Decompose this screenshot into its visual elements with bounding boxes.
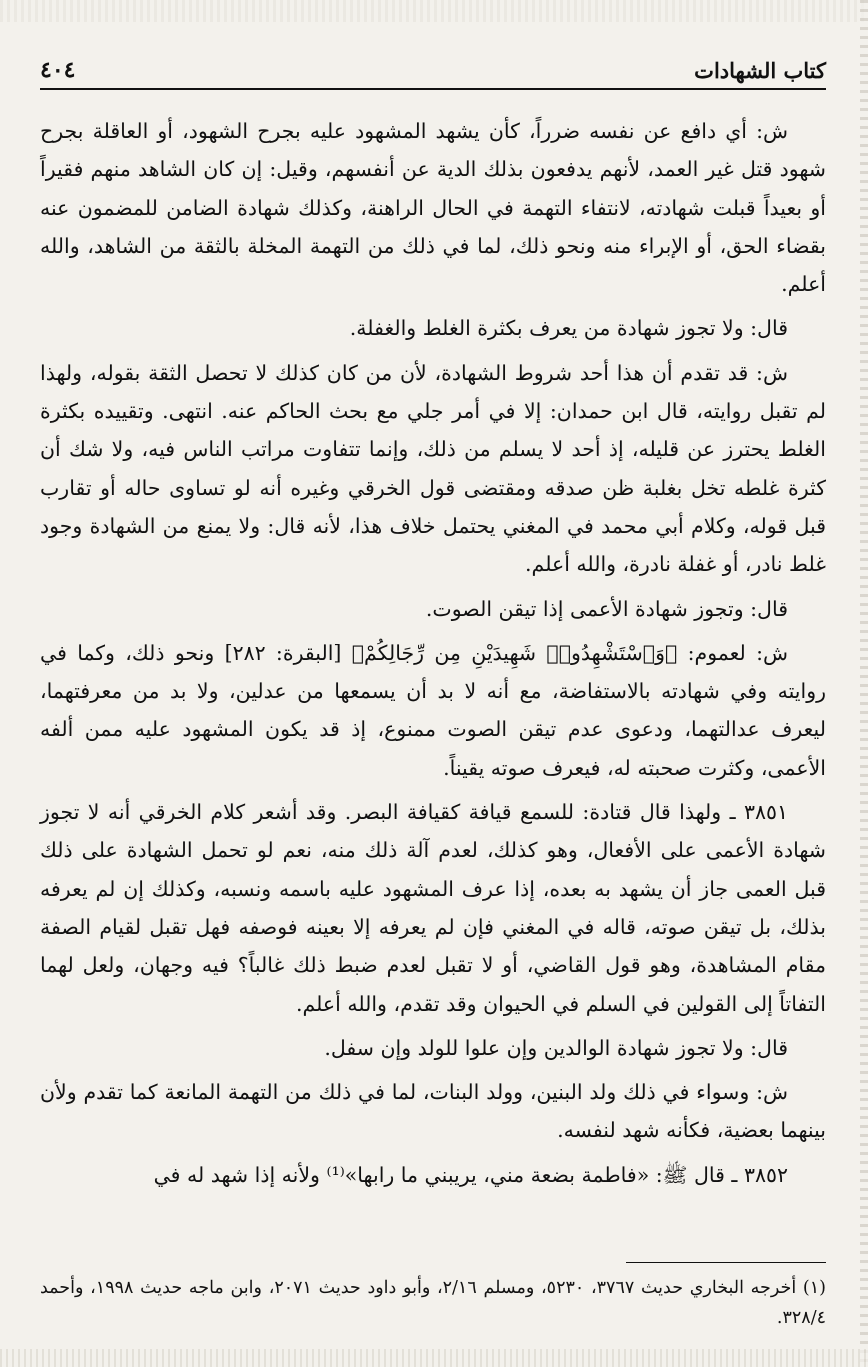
footnote-divider [626,1262,826,1263]
paragraph: ش: وسواء في ذلك ولد البنين، وولد البنات، لما في ذلك من التهمة المانعة كما تقدم ولأن بينهما بعضية، فكأنه شهد لنفسه. [40,1080,826,1143]
paragraph: قال: وتجوز شهادة الأعمى إذا تيقن الصوت. [425,596,788,621]
paragraph: ٣٨٥٢ ـ قال ﷺ: «فاطمة بضعة مني، يريبني ما رابها»⁽¹⁾ ولأنه إذا شهد له في [153,1162,788,1187]
running-header [40,52,826,90]
paragraph: ش: لعموم: ﴿وَٱسْتَشْهِدُوا۟ شَهِيدَيْنِ مِن رِّجَالِكُمْ﴾ [البقرة: ٢٨٢] ونحو ذلك، وكما في روايته وفي شهادته بالاستفاضة، مع أنه لا بد أن يسمعها من عدلين، ولا بد من معرفتهما، ليعرف عدالتهما، ودعوى عدم تيقن الصوت ممنوع، إذ قد يكون المشهود عليه ممن ألفه الأعمى، وكثرت صحبته له، فيعرف صوته يقيناً. [40,640,826,780]
page-edge-top [0,0,868,22]
footnotes [40,1262,826,1333]
page-edge-bottom [0,1349,868,1367]
footnote: (١) أخرجه البخاري حديث ٣٧٦٧، ٥٢٣٠، ومسلم ٢/١٦، وأبو داود حديث ٢٠٧١، وابن ماجه حديث ١٩٩٨، وأحمد ٣٢٨/٤. [40,1278,826,1328]
paragraph: قال: ولا تجوز شهادة من يعرف بكثرة الغلط والغفلة. [349,316,788,341]
book-title: كتاب الشهادات [694,57,826,83]
paragraph: قال: ولا تجوز شهادة الوالدين وإن علوا للولد وإن سفل. [324,1035,788,1060]
page-edge-right [860,0,868,1367]
page-number: ٤٠٤ [40,57,76,83]
paragraph: ٣٨٥١ ـ ولهذا قال قتادة: للسمع قيافة كقيافة البصر. وقد أشعر كلام الخرقي أنه لا تجوز شهادة الأعمى على الأفعال، وهو كذلك، لعدم آلة ذلك منه، نعم لو تحمل الشهادة على ذلك قبل العمى جاز أن يشهد به بعده، إذا عرف المشهود عليه باسمه ونسبه، وكذلك إن لم يعرفه بذلك، بل تيقن صوته، قاله في المغني فإن لم يعرفه إلا بعينه فوصفه فهل تقبل لقيام الصفة مقام المشاهدة، وهو قول القاضي، أو لا تقبل لعدم ضبط ذلك غالباً؟ فيه وجهان، ولعل لهما التفاتاً إلى القولين في السلم في الحيوان وقد تقدم، والله أعلم. [40,800,826,1016]
page-body [40,112,826,1200]
paragraph: ش: قد تقدم أن هذا أحد شروط الشهادة، لأن من كان كذلك لا تحصل الثقة بقوله، ولهذا لم تقبل روايته، قال ابن حمدان: إلا في أمر جلي مع بحث الحاكم عنه. انتهى. وتقييده بكثرة الغلط يحترز عن قليله، إذ أحد لا يسلم من ذلك، وإنما تتفاوت مراتب الناس فيه، ولا شك أن كثرة غلطه تخل بغلبة ظن صدقه ومقتضى قول الخرقي وغيره أنه لو تساوى حاله أو تقارب قبل قوله، وكلام أبي محمد في المغني يحتمل خلاف هذا، لأنه قال: ولا يمنع من الشهادة وجود غلط نادر، أو غفلة نادرة، والله أعلم. [40,360,826,577]
paragraph: ش: أي دافع عن نفسه ضرراً، كأن يشهد المشهود عليه بجرح الشهود، أو العاقلة بجرح شهود قتل غير العمد، لأنهم يدفعون بذلك الدية عن أنفسهم، وقيل: إن كان الشاهد منهم فقيراً أو بعيداً قبلت شهادته، لانتفاء التهمة في الحال الراهنة، وكذلك شهادة الضامن للمضمون عنه بقضاء الحق، أو الإبراء منه ونحو ذلك، لما في ذلك من التهمة المخلة بالثقة من الشاهد، والله أعلم. [40,119,826,297]
